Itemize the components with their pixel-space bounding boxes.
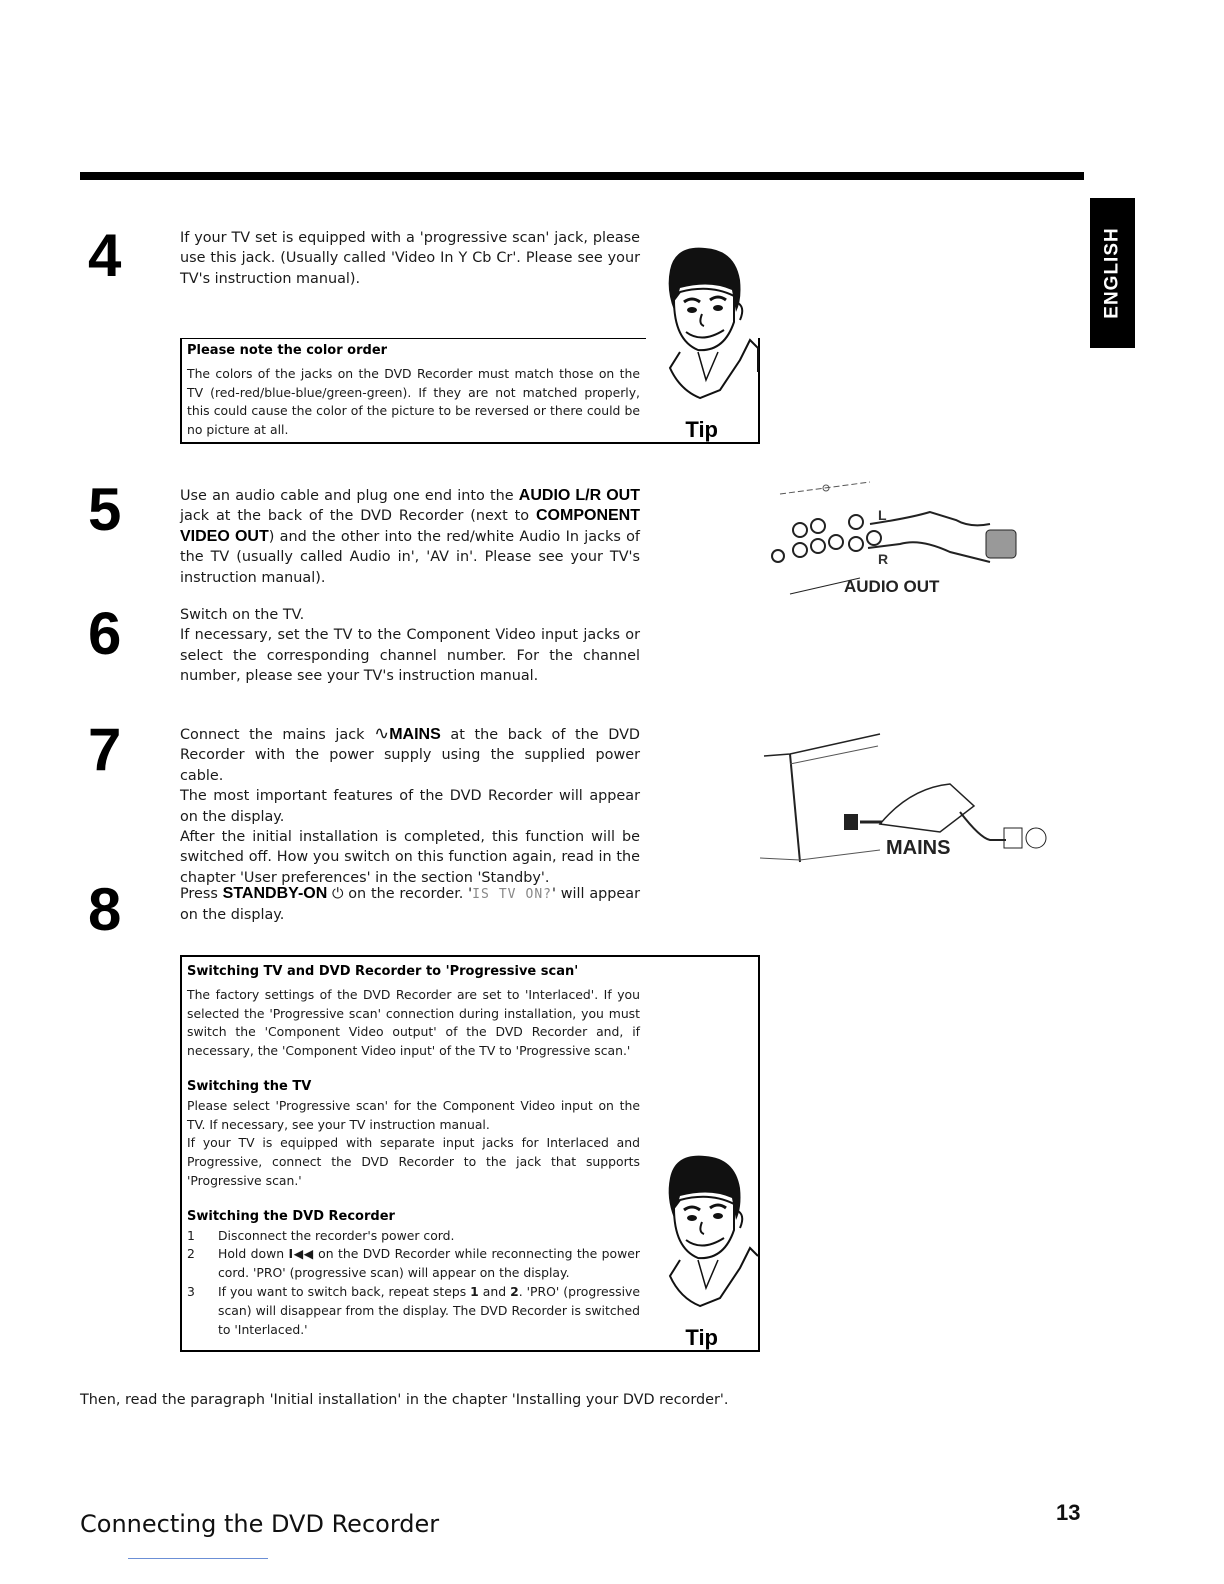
- step-text: [180, 884, 640, 926]
- ac-wave-icon: ∿: [374, 723, 390, 744]
- power-icon: ⏻: [327, 886, 344, 902]
- tip-heading: Switching the TV: [187, 1078, 312, 1094]
- step-number: 6: [88, 600, 122, 667]
- tip-body: The factory settings of the DVD Recorder are set to 'Interlaced'. If you selected the 'Progressive scan' connection during installation, you must switch the 'Component Video output' of the DVD Recorder and, if necessary, the 'Component Video input' of the TV to 'Progressive scan.': [187, 986, 640, 1059]
- tip-heading: Switching TV and DVD Recorder to 'Progressive scan': [187, 964, 579, 979]
- step-text: [180, 724, 640, 888]
- mains-label: MAINS: [886, 837, 951, 859]
- step-4-text: If your TV set is equipped with a 'progressive scan' jack, please use this jack. (Usually called 'Video In Y Cb Cr'. Please see your TV's instruction manual).: [180, 230, 640, 287]
- step-7-line-2: The most important features of the DVD Recorder will appear on the display.: [180, 788, 640, 825]
- tip-heading: Switching the DVD Recorder: [187, 1208, 395, 1224]
- mains-key: MAINS: [389, 726, 441, 743]
- section-title: Connecting the DVD Recorder: [80, 1510, 440, 1538]
- step-6-line-2: If necessary, set the TV to the Component Video input jacks or select the corresponding channel number. For the channel number, please see your TV's instruction manual.: [180, 627, 640, 685]
- audio-out-key: AUDIO L/R OUT: [518, 487, 640, 504]
- step-7-line-3: After the initial installation is completed, this function will be switched off. How you switch on this function again, read in the chapter 'User preferences' in the section 'Standby'.: [180, 829, 640, 886]
- step-5-text: Use an audio cable and plug one end into the AUDIO L/R OUT jack at the back of the DVD Recorder (next to COMPONENT VIDEO OUT) and the other into the red/white Audio In jacks of the TV (usually called Audio in', 'AV in'. Please see your TV's instruction manual).: [180, 487, 640, 586]
- step-number: 8: [88, 876, 122, 943]
- display-readout: IS TV ON?: [472, 887, 553, 902]
- audio-out-illustration: [760, 478, 1030, 598]
- step-text: [180, 486, 640, 588]
- tip-list: [187, 1227, 640, 1340]
- tip-heading: Please note the color order: [187, 343, 388, 358]
- page-number: 13: [1056, 1500, 1081, 1525]
- link-underline: [128, 1558, 268, 1559]
- tip-body: If your TV is equipped with separate input jacks for Interlaced and Progressive, connect the DVD Recorder to the jack that supports 'Progressive scan.': [187, 1135, 640, 1188]
- previous-icon: I◀◀: [288, 1246, 314, 1262]
- step-number: 5: [88, 476, 122, 543]
- tip-label: Tip: [685, 417, 718, 443]
- tip-label: Tip: [685, 1325, 718, 1351]
- step-7-line-1: Connect the mains jack ∿MAINS at the back of the DVD Recorder with the power supply using the supplied power cable.: [180, 723, 640, 784]
- audio-out-label: AUDIO OUT: [844, 577, 940, 596]
- list-item: 3 If you want to switch back, repeat steps 1 and 2. 'PRO' (progressive scan) will disappear from the display. The DVD Recorder is switched to 'Interlaced.': [187, 1283, 640, 1337]
- list-item: 2 Hold down I◀◀ on the DVD Recorder while reconnecting the power cord. 'PRO' (progressive scan) will appear on the display.: [187, 1246, 640, 1281]
- mascot-face-icon: [640, 240, 760, 410]
- top-rule: [80, 172, 1084, 180]
- language-tab: [1090, 198, 1135, 348]
- step-number: 4: [88, 222, 122, 289]
- step-text: [180, 228, 640, 289]
- language-tab-label: ENGLISH: [1101, 227, 1123, 319]
- step-number: 7: [88, 716, 122, 783]
- mains-illustration: [760, 728, 1050, 878]
- closing-note: Then, read the paragraph 'Initial installation' in the chapter 'Installing your DVD recorder'.: [80, 1392, 729, 1408]
- standby-on-key: STANDBY-ON: [222, 885, 328, 902]
- tip-body: Please select 'Progressive scan' for the Component Video input on the TV. If necessary, see your TV instruction manual.: [187, 1097, 640, 1132]
- audio-r-label: R: [878, 551, 889, 567]
- tip-body: The colors of the jacks on the DVD Recorder must match those on the TV (red-red/blue-blue/green-green). If they are not matched properly, this could cause the color of the picture to be reversed or there could be no picture at all.: [187, 365, 640, 438]
- mascot-face-icon: [640, 1148, 760, 1318]
- audio-l-label: L: [878, 507, 887, 523]
- list-item: 1 Disconnect the recorder's power cord.: [187, 1227, 455, 1243]
- step-6-line-1: Switch on the TV.: [180, 607, 305, 623]
- step-8-text: Press STANDBY-ON ⏻ on the recorder. 'IS TV ON?' will appear on the display.: [180, 885, 640, 924]
- step-text: [180, 605, 640, 687]
- component-video-key: COMPONENT VIDEO OUT: [180, 507, 640, 545]
